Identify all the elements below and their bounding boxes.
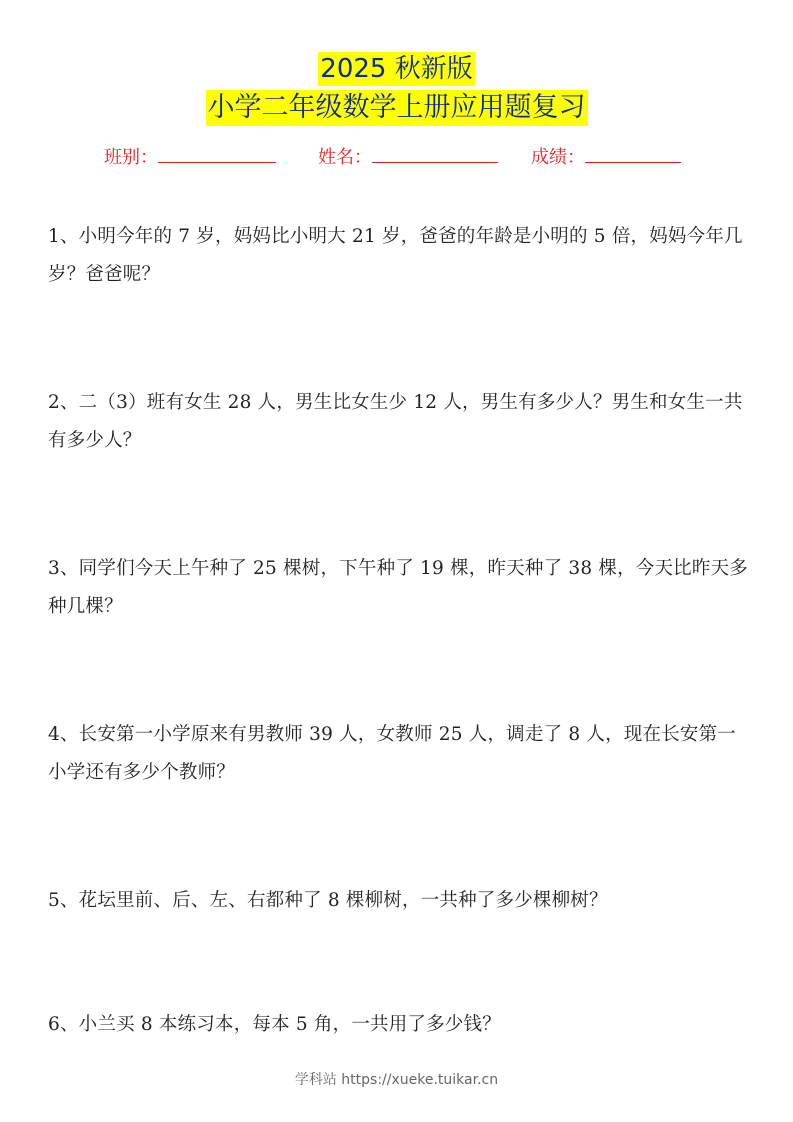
question-1: 1、小明今年的 7 岁，妈妈比小明大 21 岁，爸爸的年龄是小明的 5 倍，妈妈今年几岁？爸爸呢？ xyxy=(48,226,743,285)
question-2: 2、二（3）班有女生 28 人，男生比女生少 12 人，男生有多少人？男生和女生一共有多少人？ xyxy=(48,392,743,451)
title-edition: 2025 秋新版 xyxy=(320,54,473,84)
class-blank[interactable] xyxy=(158,142,276,163)
question-6: 6、小兰买 8 本练习本，每本 5 角，一共用了多少钱？ xyxy=(48,1014,501,1035)
score-field[interactable] xyxy=(531,142,681,171)
question-5: 5、花坛里前、后、左、右都种了 8 棵柳树，一共种了多少棵柳树？ xyxy=(48,890,608,911)
name-blank[interactable] xyxy=(372,142,498,163)
name-field[interactable] xyxy=(318,142,498,171)
question-4: 4、长安第一小学原来有男教师 39 人，女教师 25 人，调走了 8 人，现在长安第一小学还有多少个教师？ xyxy=(48,724,737,783)
title-subject: 小学二年级数学上册应用题复习 xyxy=(206,90,588,126)
class-label: 班别： xyxy=(104,147,158,168)
footer-watermark: 学科站 https://xueke.tuikar.cn xyxy=(294,1072,499,1088)
question-3: 3、同学们今天上午种了 25 棵树，下午种了 19 棵，昨天种了 38 棵，今天比昨天多种几棵？ xyxy=(48,558,748,617)
class-field[interactable] xyxy=(104,142,276,171)
score-label: 成绩： xyxy=(531,147,585,168)
score-blank[interactable] xyxy=(585,142,681,163)
name-label: 姓名： xyxy=(318,147,372,168)
worksheet-title xyxy=(0,52,793,126)
